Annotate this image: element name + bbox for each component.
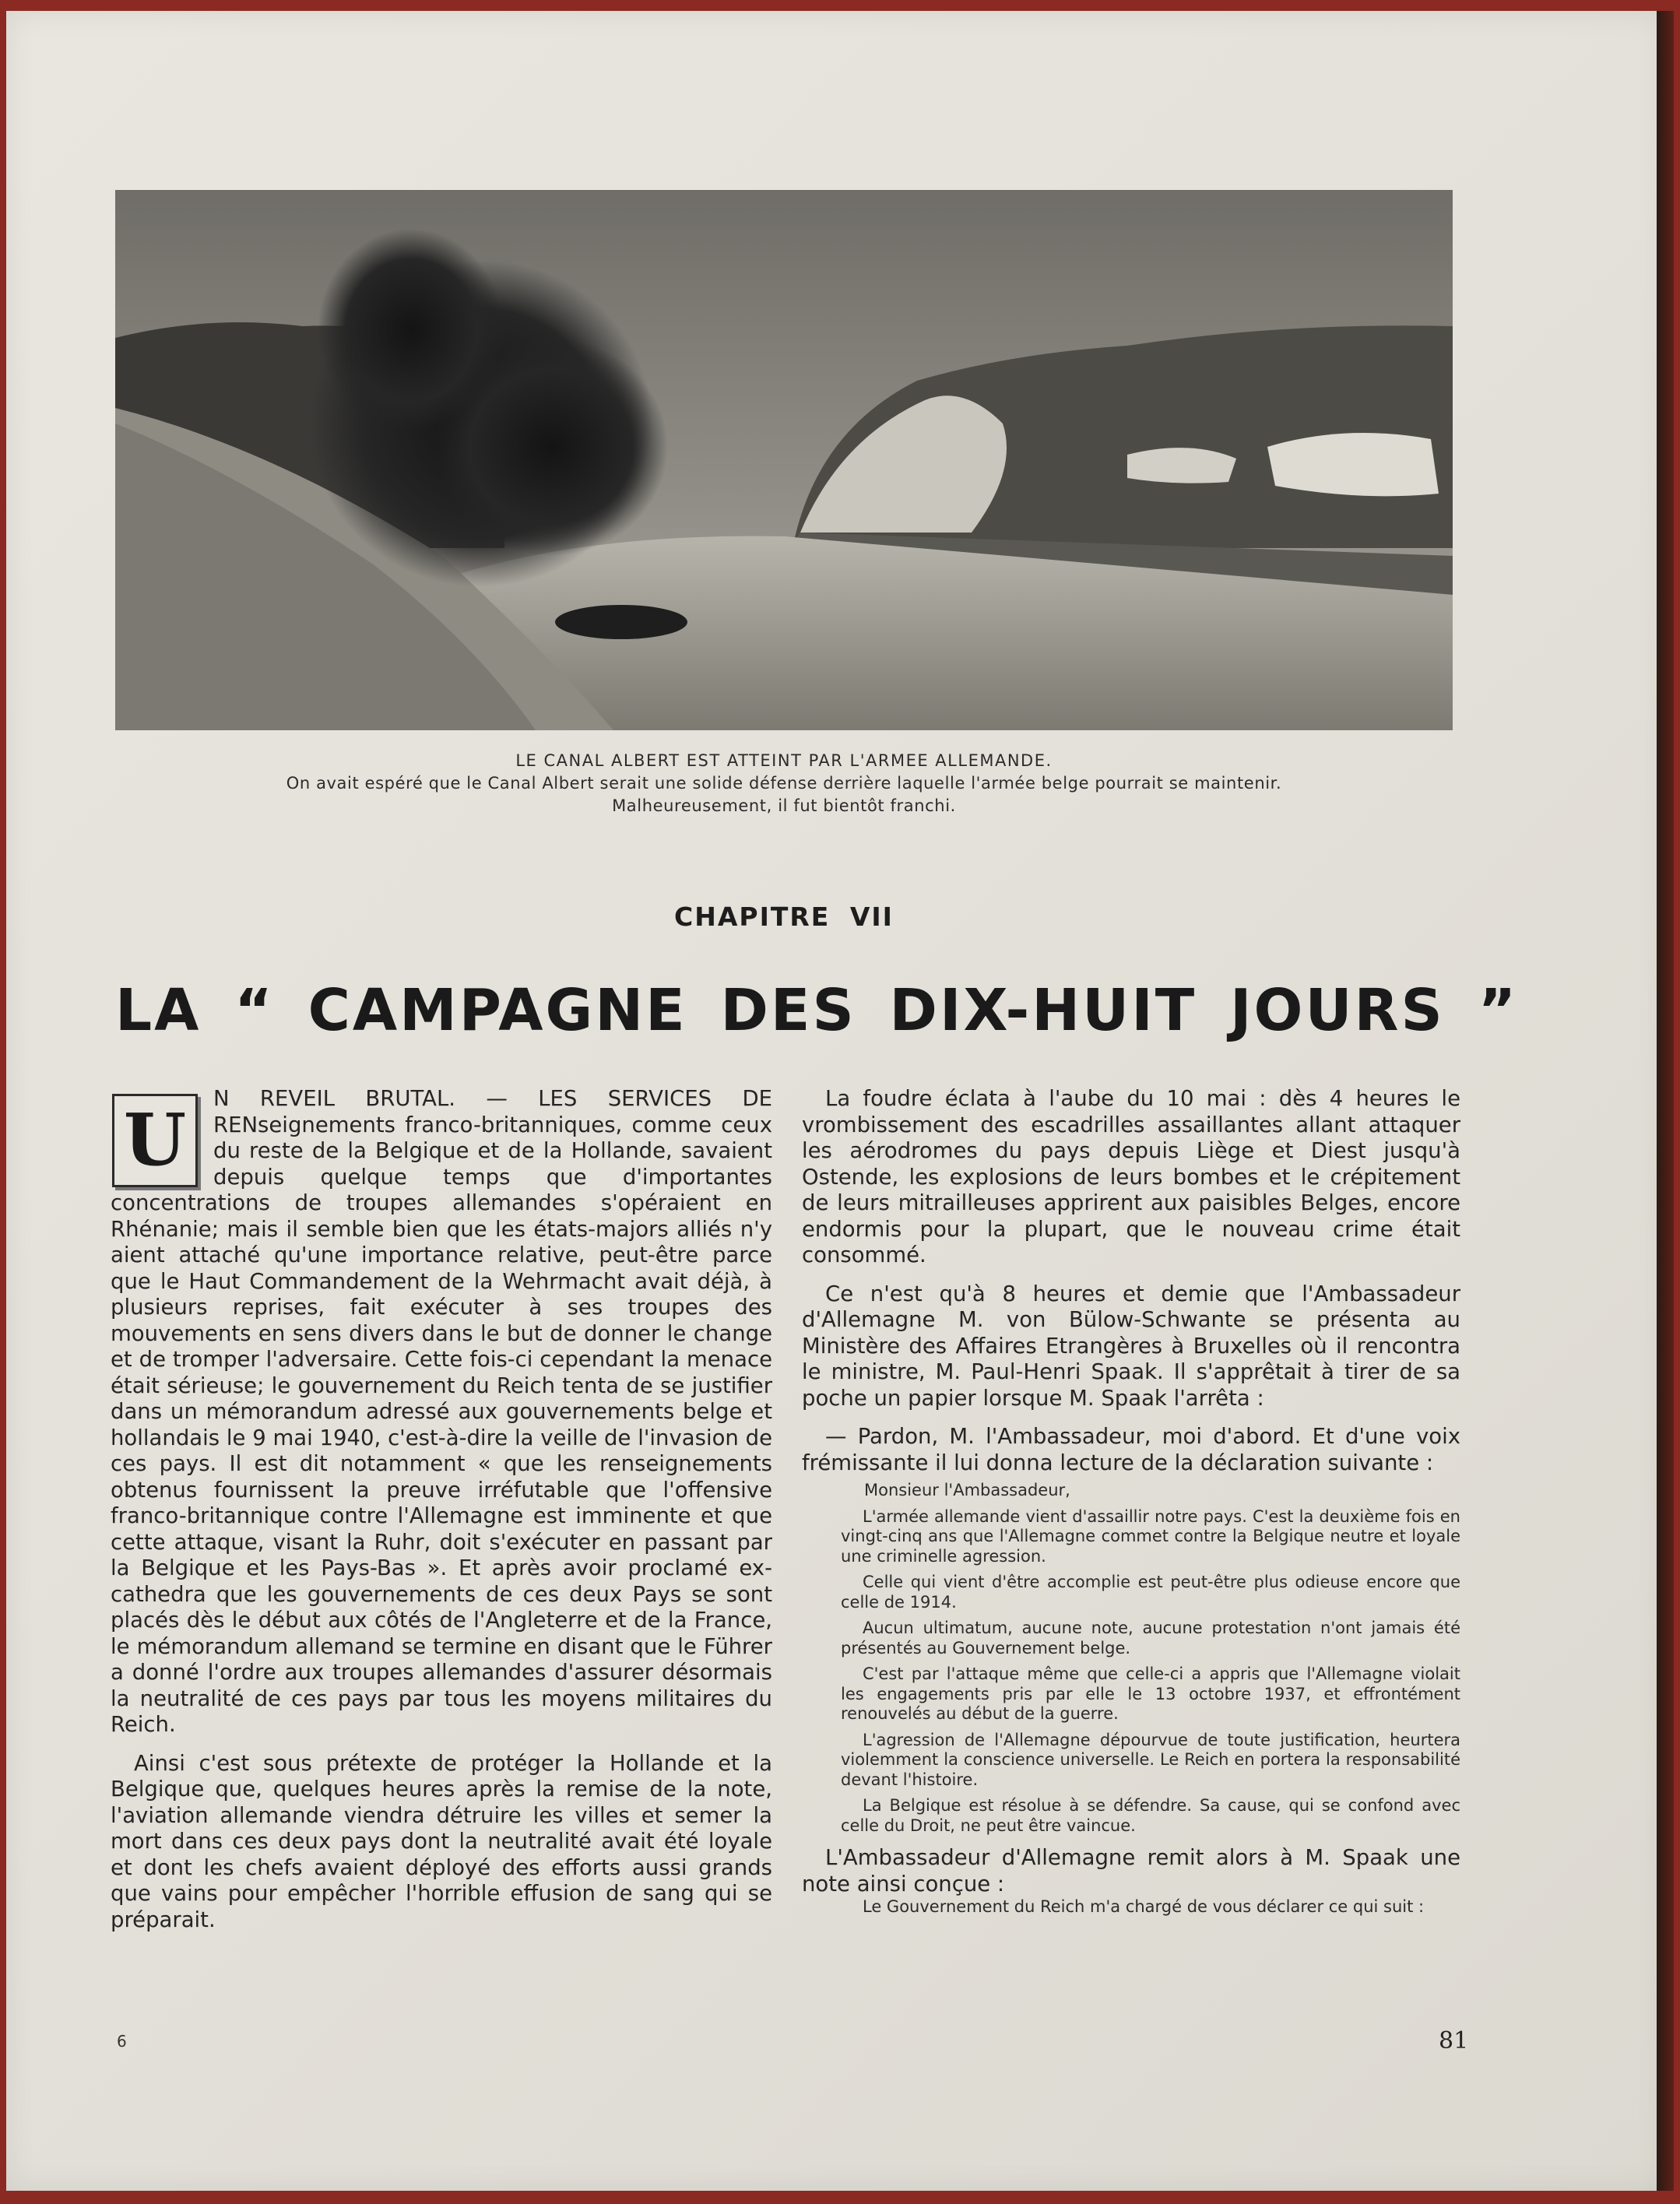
page-edge-shadow [1657,11,1674,2191]
letter-paragraph-2: Celle qui vient d'être accomplie est peut-être plus odieuse encore que celle de 1914. [841,1573,1460,1612]
chapter-heading: CHAPITRE VII [674,902,894,932]
right-paragraph-3: — Pardon, M. l'Ambassadeur, moi d'abord. Et d'une voix frémissante il lui donna lecture de la déclaration suivante : [802,1424,1460,1475]
drop-cap: U [112,1094,198,1187]
right-paragraph-1: La foudre éclata à l'aube du 10 mai : dès 4 heures le vrombissement des escadrilles assaillantes allant attaquer les aérodromes du pays depuis Liège et Diest jusqu'à Ostende, les explosions de leurs bombes et le crépitement de leurs mitrailleuses apprirent aux paisibles Belges, encore endormis pour la plupart, que le nouveau crime était consommé. [802,1086,1460,1267]
caption-line-1: On avait espéré que le Canal Albert serait une solide défense derrière laquelle l'armée belge pourrait se maintenir. [286,774,1282,793]
left-column [111,1086,772,1933]
right-paragraph-4: L'Ambassadeur d'Allemagne remit alors à M. Spaak une note ainsi conçue : [802,1845,1460,1896]
letter-paragraph-6: La Belgique est résolue à se défendre. Sa cause, qui se confond avec celle du Droit, ne peut être vaincue. [841,1796,1460,1835]
canal-albert-photo [115,190,1453,730]
caption-line-2: Malheureusement, il fut bientôt franchi. [612,796,956,815]
letter-paragraph-1: L'armée allemande vient d'assaillir notre pays. C'est la deuxième fois en vingt-cinq ans que l'Allemagne commet contre la Belgique neutre et loyale une criminelle agression. [841,1506,1460,1566]
signature-mark: 6 [117,2032,127,2051]
photo-caption [115,749,1453,817]
left-paragraph-2: Ainsi c'est sous prétexte de protéger la Hollande et la Belgique que, quelques heures après la remise de la note, l'aviation allemande viendra détruire les villes et semer la mort dans ces deux pays dont la neutralité avait été loyale et dont les chefs avaient déployé des efforts aussi grands que vains pour empêcher l'horrible effusion de sang qui se préparait. [111,1750,772,1932]
letter-paragraph-4: C'est par l'attaque même que celle-ci a appris que l'Allemagne violait les engagements pris par elle le 13 octobre 1937, et effrontément renouvelés au début de la guerre. [841,1664,1460,1723]
caption-title: LE CANAL ALBERT EST ATTEINT PAR L'ARMEE ALLEMANDE. [515,751,1053,770]
page-number: 81 [1439,2027,1469,2055]
right-column [802,1086,1460,1918]
left-paragraph-1-text: N REVEIL BRUTAL. — LES SERVICES DE RENseignements franco-britanniques, comme ceux du reste de la Belgique et de la Hollande, savaient depuis quelque temps que d'importantes concentrations de troupes allemandes s'opéraient en Rhénanie; mais il semble bien que les états-majors alliés n'y aient attaché qu'une importance relative, peut-être parce que le Haut Commandement de la Wehrmacht avait déjà, à plusieurs reprises, fait exécuter à ses troupes des mouvements en sens divers dans le but de donner le change et de tromper l'adversaire. Cette fois-ci cependant la menace était sérieuse; le gouvernement du Reich tenta de se justifier dans un mémorandum adressé aux gouvernements belge et hollandais le 9 mai 1940, c'est-à-dire la veille de l'invasion de ces pays. Il est dit notamment « que les renseignements obtenus fournissent la preuve irréfutable que l'offensive franco-britannique contre l'Allemagne est imminente et que cette attaque, visant la Ruhr, doit s'exécuter en passant par la Belgique et les Pays-Bas ». Et après avoir proclamé ex-cathedra que les gouvernements de ces deux Pays se sont placés dès le début aux côtés de l'Angleterre et de la France, le mémorandum allemand se termine en disant que le Führer a donné l'ordre aux troupes allemandes d'assurer désormais la neutralité de ces pays par tous les moyens militaires du Reich. [111,1086,772,1737]
letter-salutation: Monsieur l'Ambassadeur, [864,1481,1070,1499]
note-text: Le Gouvernement du Reich m'a chargé de vous déclarer ce qui suit : [863,1897,1425,1916]
reich-note [802,1897,1460,1918]
letter-paragraph-3: Aucun ultimatum, aucune note, aucune protestation n'ont jamais été présentés au Gouvernement belge. [841,1619,1460,1657]
left-paragraph-1 [111,1086,772,1738]
right-paragraph-2: Ce n'est qu'à 8 heures et demie que l'Ambassadeur d'Allemagne M. von Bülow-Schwante se présenta au Ministère des Affaires Etrangères à Bruxelles où il rencontra le ministre, M. Paul-Henri Spaak. Il s'apprêtait à tirer de sa poche un papier lorsque M. Spaak l'arrêta : [802,1281,1460,1411]
letter-paragraph-5: L'agression de l'Allemagne dépourvue de toute justification, heurtera violemment la conscience universelle. Le Reich en portera la responsabilité devant l'histoire. [841,1730,1460,1789]
declaration-letter [802,1481,1460,1836]
chapter-title: LA “ CAMPAGNE DES DIX-HUIT JOURS ” [115,977,1519,1044]
